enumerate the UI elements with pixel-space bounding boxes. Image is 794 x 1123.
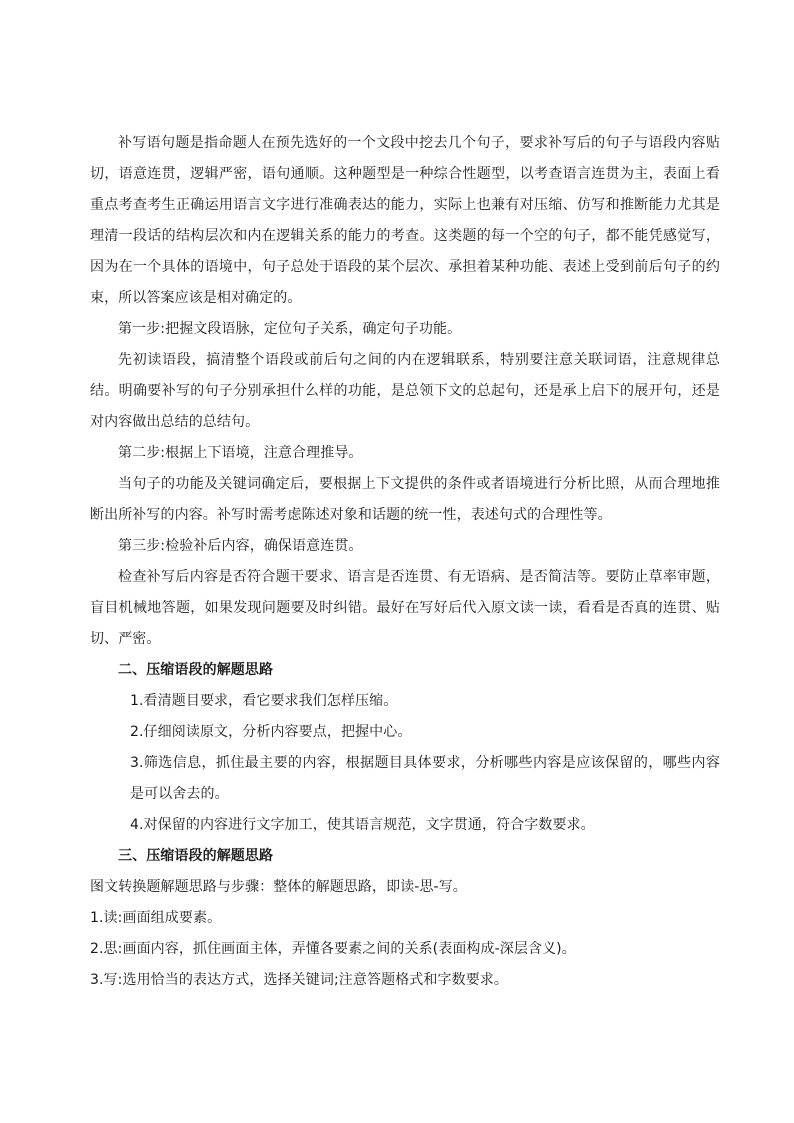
section-two-heading: 二、压缩语段的解题思路	[118, 662, 274, 678]
section-three-heading: 三、压缩语段的解题思路	[118, 848, 274, 864]
section-two-item-2: 2.仔细阅读原文，分析内容要点，把握中心。	[130, 724, 412, 740]
step-two-body: 当句子的功能及关键词确定后，要根据上下文提供的条件或者语境进行分析比照，从而合理地推断出所补写的内容。补写时需考虑陈述对象和话题的统一性，表述句式的合理性等。	[90, 476, 720, 523]
section-three-item-3: 3.写:选用恰当的表达方式，选择关键词;注意答题格式和字数要求。	[90, 972, 508, 988]
section-three-item-1: 1.读:画面组成要素。	[90, 910, 222, 926]
intro-paragraph: 补写语句题是指命题人在预先选好的一个文段中挖去几个句子，要求补写后的句子与语段内容贴切，语意连贯，逻辑严密，语句通顺。这种题型是一种综合性题型，以考查语言连贯为主，表面上看重点考查考生正确运用语言文字进行准确表达的能力，实际上也兼有对压缩、仿写和推断能力尤其是理清一段话的结构层次和内在逻辑关系的能力的考查。这类题的每一个空的句子，都不能凭感觉写，因为在一个具体的语境中，句子总处于语段的某个层次、承担着某种功能、表述上受到前后句子的约束，所以答案应该是相对确定的。	[90, 135, 720, 306]
section-two-item-1: 1.看清题目要求，看它要求我们怎样压缩。	[130, 693, 398, 709]
step-three-title: 第三步:检验补后内容，确保语意连贯。	[118, 538, 363, 554]
section-three-intro: 图文转换题解题思路与步骤：整体的解题思路，即读-思-写。	[90, 879, 467, 895]
step-two-title: 第二步:根据上下语境，注意合理推导。	[118, 445, 363, 461]
section-two-item-4: 4.对保留的内容进行文字加工，使其语言规范，文字贯通，符合字数要求。	[130, 817, 595, 833]
step-one-body: 先初读语段，搞清整个语段或前后句之间的内在逻辑联系，特别要注意关联词语，注意规律总结。明确要补写的句子分别承担什么样的功能，是总领下文的总起句，还是承上启下的展开句，还是对内容做出总结的总结句。	[90, 352, 720, 430]
section-three-item-2: 2.思:画面内容，抓住画面主体，弄懂各要素之间的关系(表面构成-深层含义)。	[90, 941, 576, 957]
step-three-body: 检查补写后内容是否符合题干要求、语言是否连贯、有无语病、是否简洁等。要防止草率审题，盲目机械地答题，如果发现问题要及时纠错。最好在写好后代入原文读一读，看看是否真的连贯、贴切、严密。	[90, 569, 720, 647]
section-two-item-3: 3.筛选信息，抓住最主要的内容，根据题目具体要求，分析哪些内容是应该保留的，哪些内容是可以舍去的。	[130, 755, 720, 802]
step-one-title: 第一步:把握文段语脉，定位句子关系，确定句子功能。	[118, 321, 462, 337]
